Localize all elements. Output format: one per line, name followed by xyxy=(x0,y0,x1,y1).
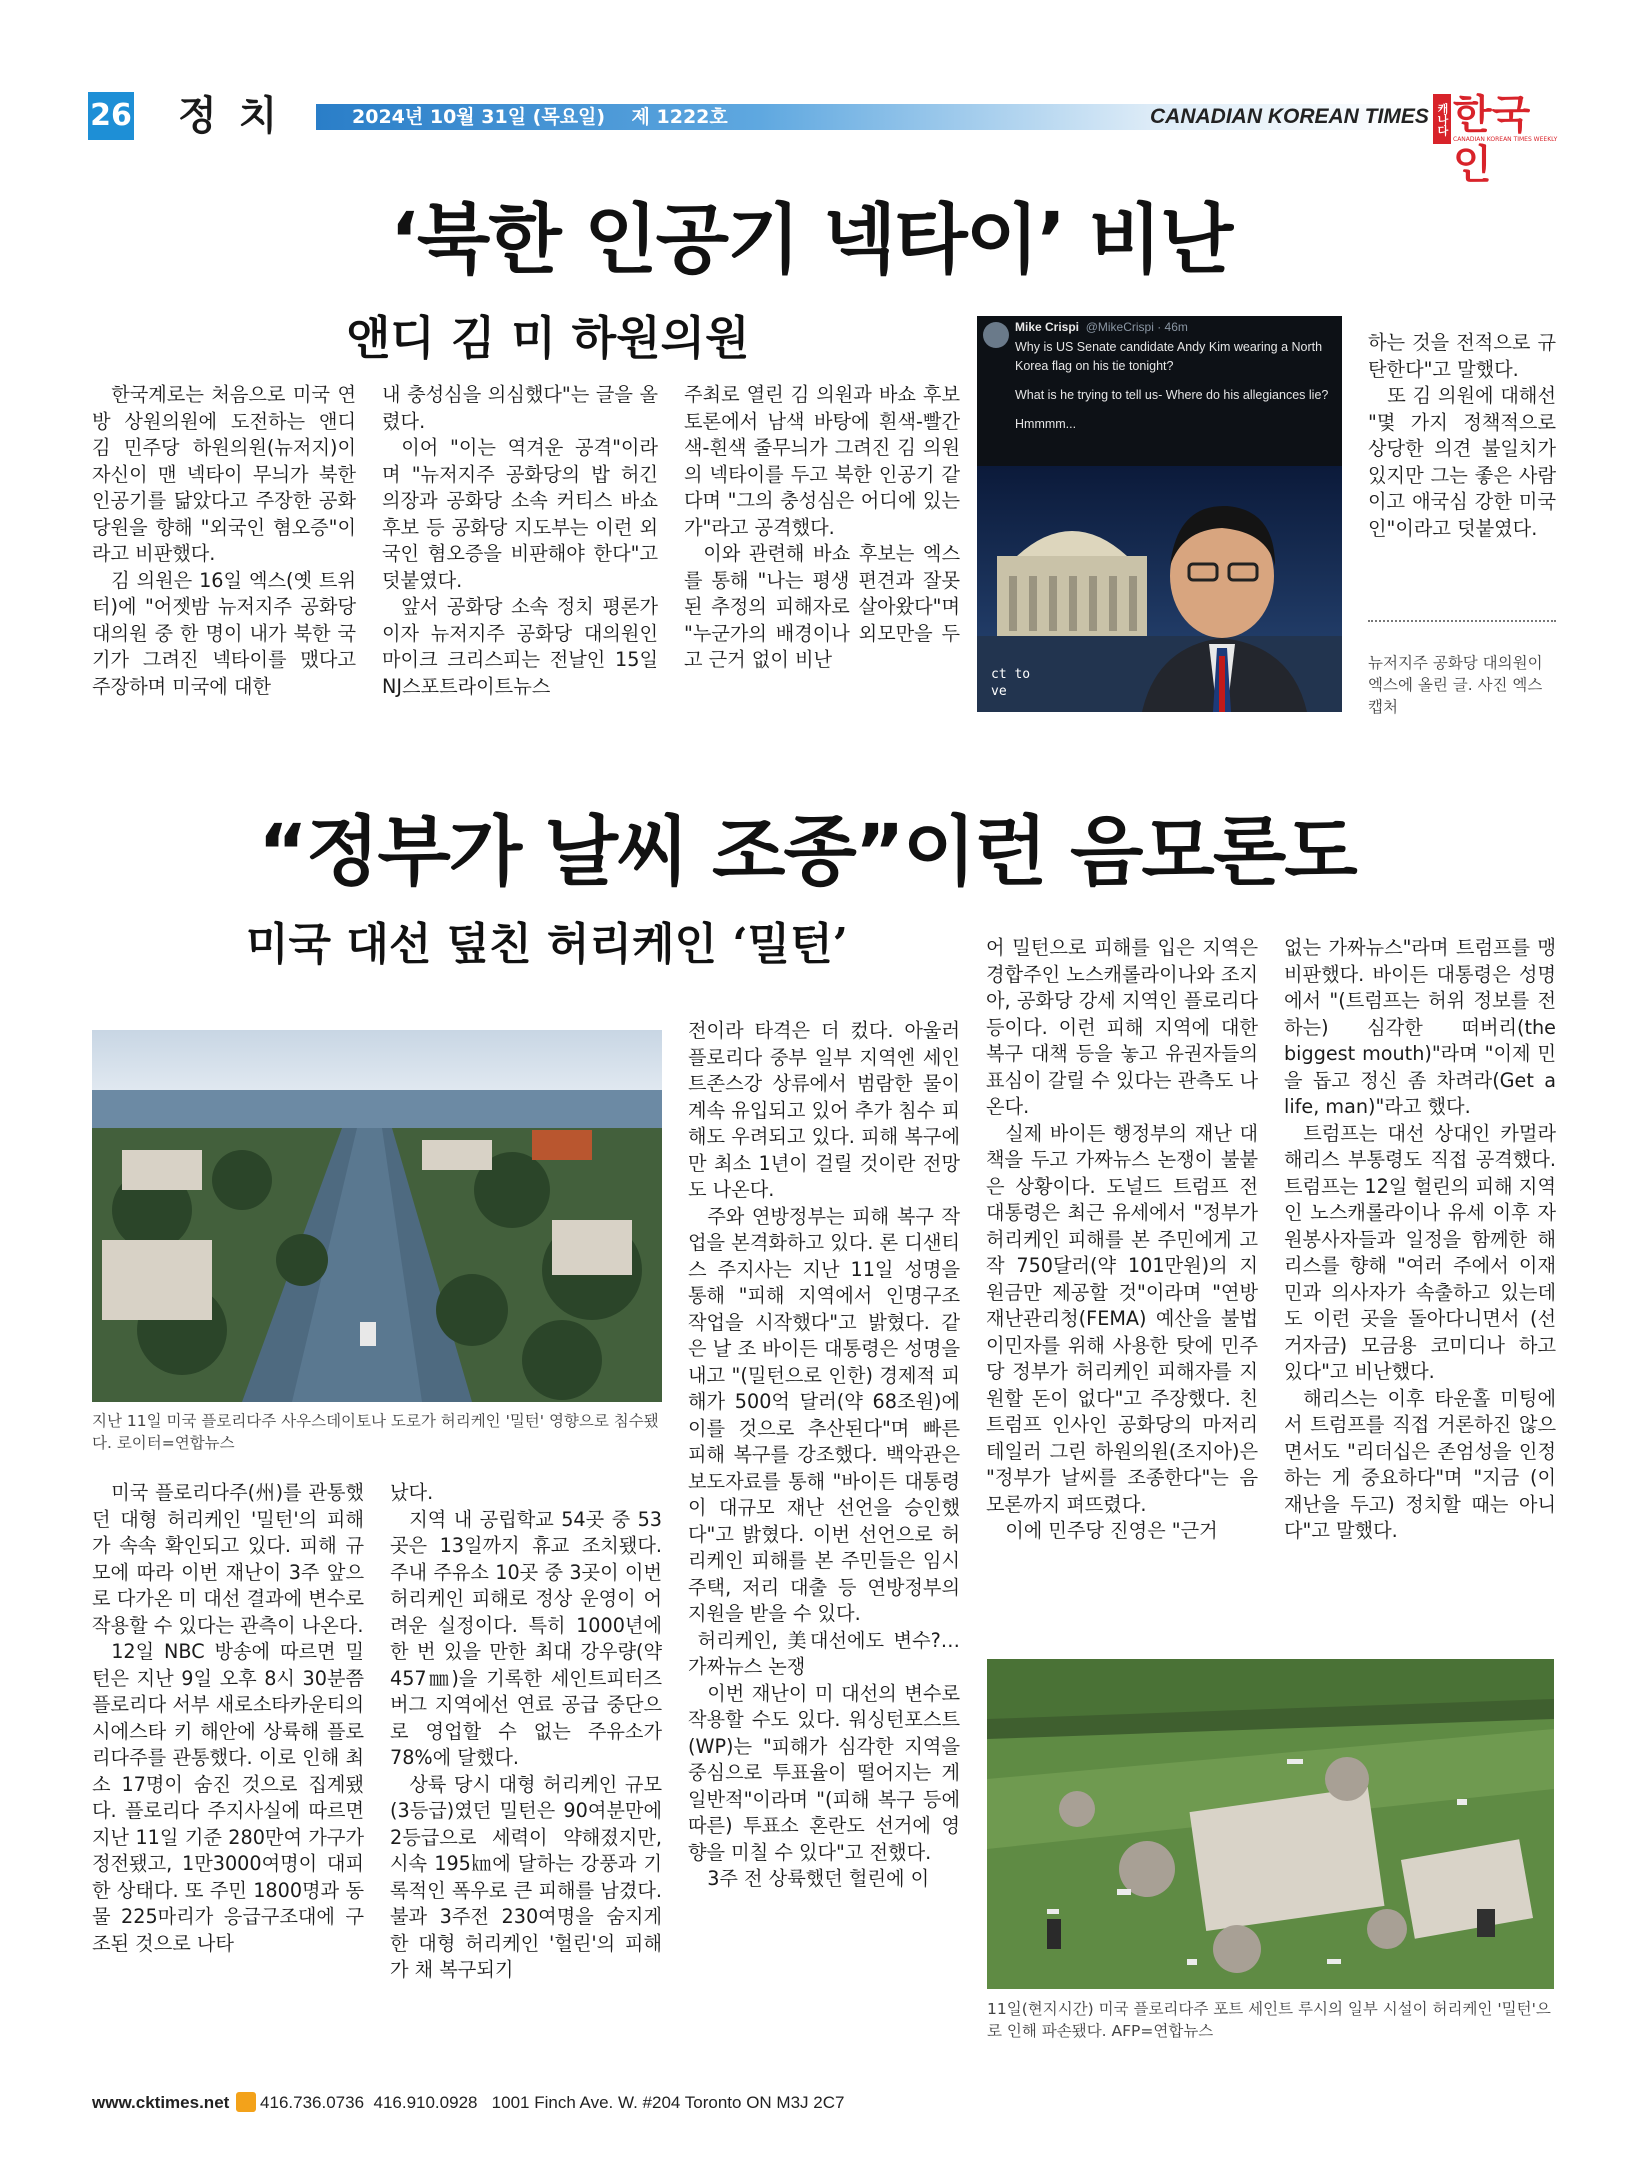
article2-col1 xyxy=(92,1480,364,2025)
paragraph: 이에 민주당 진영은 "근거 xyxy=(1005,1519,1218,1542)
paragraph: 하는 것을 전적으로 규탄한다"고 말했다. xyxy=(1368,331,1556,381)
news-video-image xyxy=(977,466,1342,712)
paper-logo xyxy=(1433,92,1558,188)
logo-subtext: CANADIAN KOREAN TIMES WEEKLY xyxy=(1453,136,1558,143)
paragraph: 지역 내 공립학교 54곳 중 53곳은 13일까지 휴교 조치됐다. 주내 주유소 10곳 중 3곳이 이번 허리케인 피해로 정상 운영이 어려운 실정이다. 특히 1000년에 한 번 있을 만한 최대 강우량(약 457㎜)을 기록한 세인트피터즈버그 지역에선 연료 공급 중단으로 영업할 수 없는 주유소가 78%에 달했다. xyxy=(390,1507,662,1769)
article1-col3 xyxy=(684,382,960,742)
paragraph: 3주 전 상륙했던 헐린에 이 xyxy=(707,1867,930,1890)
section-title: 정치 xyxy=(178,93,300,139)
logo-side-text: 캐나다 xyxy=(1433,94,1451,144)
article2-col5 xyxy=(1284,935,1556,1605)
flooded-road-photo xyxy=(92,1030,662,1402)
photo1-caption: 지난 11일 미국 플로리다주 사우스데이토나 도로가 허리케인 '밀턴' 영향으로 침수됐다. 로이터=연합뉴스 xyxy=(92,1412,659,1452)
paragraph: 전이라 타격은 더 컸다. 아울러 플로리다 중부 일부 지역엔 세인트존스강 상류에서 범람한 물이 계속 유입되고 있어 추가 침수 피해도 우려되고 있다. 피해 복구에만 최소 1년이 걸릴 것이란 전망도 나온다. xyxy=(688,1019,960,1201)
paragraph: 상륙 당시 대형 허리케인 규모(3등급)였던 밀턴은 90여분만에 2등급으로 세력이 약해졌지만, 시속 195㎞에 달하는 강풍과 기록적인 폭우로 큰 피해를 남겼다. 불과 3주전 230여명을 숨지게 한 대형 허리케인 '헐린'의 피해가 채 복구되기 xyxy=(390,1772,662,1981)
tweet-screenshot xyxy=(977,316,1342,712)
paragraph: 앞서 공화당 소속 정치 평론가이자 뉴저지주 공화당 대의원인 마이크 크리스피는 전날인 15일 NJ스포트라이트뉴스 xyxy=(382,595,658,698)
paragraph: 이번 재난이 미 대선의 변수로 작용할 수도 있다. 워싱턴포스트(WP)는 "피해가 심각한 지역을 중심으로 투표율이 떨어지는 게 일반적"이라며 "(피해 복구 등에 따른) 투표소 혼란도 선거에 영향을 미칠 수 있다"고 전했다. xyxy=(688,1681,960,1864)
article2-subhead: 미국 대선 덮친 허리케인 ‘밀턴’ xyxy=(246,919,848,970)
logo-text: 한국인 xyxy=(1453,92,1531,188)
tweet-text: Why is US Senate candidate Andy Kim wearing a North Korea flag on his tie tonight? What is he trying to tell us- Where do his allegiances lie? Hmmmm... xyxy=(1015,340,1329,431)
website-link[interactable]: www.cktimes.net xyxy=(92,2093,230,2112)
paragraph: 이와 관련해 바쇼 후보는 엑스를 통해 "나는 평생 편견과 잘못된 추정의 피해자로 살아왔다"며 "누군가의 배경이나 외모만을 두고 근거 없이 비난 xyxy=(684,542,960,671)
paragraph: 났다. xyxy=(390,1481,434,1504)
footer xyxy=(92,2090,844,2116)
paragraph: 한국계로는 처음으로 미국 연방 상원의원에 도전하는 앤디 김 민주당 하원의원(뉴저지)이 자신이 맨 넥타이 무늬가 북한 인공기를 닮았다고 주장한 공화당원을 향해 "외국인 혐오증"이라고 비판했다. xyxy=(92,383,356,565)
phone-icon xyxy=(236,2092,256,2112)
article1-col4 xyxy=(1368,330,1556,598)
paragraph: 주최로 열린 김 의원과 바쇼 후보 토론에서 남색 바탕에 흰색-빨간색-흰색 줄무늬가 그려진 김 의원의 넥타이를 두고 북한 인공기 같다며 "그의 충성심은 어디에 있는가"라고 공격했다. xyxy=(684,383,960,539)
article1-col2 xyxy=(382,382,658,742)
paper-name-english: CANADIAN KOREAN TIMES xyxy=(1150,105,1429,128)
caption-divider xyxy=(1368,620,1556,622)
article1-subhead: 앤디 김 미 하원의원 xyxy=(346,311,750,365)
photo2-caption: 11일(현지시간) 미국 플로리다주 포트 세인트 루시의 일부 시설이 허리케인 '밀턴'으로 인해 파손됐다. AFP=연합뉴스 xyxy=(987,2000,1551,2040)
address: 1001 Finch Ave. W. #204 Toronto ON M3J 2C7 xyxy=(491,2093,845,2112)
page-number: 26 xyxy=(88,92,134,140)
paragraph: 내 충성심을 의심했다"는 글을 올렸다. xyxy=(382,383,658,433)
article2-col3 xyxy=(688,1018,960,2025)
paragraph: 또 김 의원에 대해선 "몇 가지 정책적으로 상당한 의견 불일치가 있지만 그는 좋은 사람이고 애국심 강한 미국인"이라고 덧붙였다. xyxy=(1368,384,1556,540)
tweet-author: Mike Crispi @MikeCrispi · 46m xyxy=(1015,320,1188,334)
paragraph: 미국 플로리다주(州)를 관통했던 대형 허리케인 '밀턴'의 피해가 속속 확인되고 있다. 피해 규모에 따라 이번 재난이 3주 앞으로 다가온 미 대선 결과에 변수로 작용할 수 있다는 관측이 나온다. xyxy=(92,1481,364,1637)
paragraph: 김 의원은 16일 엑스(옛 트위터)에 "어젯밤 뉴저지주 공화당 대의원 중 한 명이 내가 북한 국기가 그려진 넥타이를 맸다고 주장하며 미국에 대한 xyxy=(92,568,356,698)
paragraph: 없는 가짜뉴스"라며 트럼프를 맹비판했다. 바이든 대통령은 성명에서 "(트럼프는 허위 정보를 전하는) 심각한 떠버리(the biggest mouth)"라며 "이제 민을 돕고 정신 좀 차려라(Get a life, man)"라고 했다. xyxy=(1284,936,1556,1118)
article2-col4 xyxy=(986,935,1258,1605)
paragraph: 해리스는 이후 타운홀 미팅에서 트럼프를 직접 거론하진 않으면서도 "리더십은 존엄성을 인정하는 게 중요하다"며 "지금 (이 재난을 두고) 정치할 때는 아니다"고 말했다. xyxy=(1284,1386,1556,1542)
paragraph: 주와 연방정부는 피해 복구 작업을 본격화하고 있다. 론 디샌티스 주지사는 지난 11일 성명을 통해 "피해 지역에서 인명구조 작업을 시작했다"고 밝혔다. 같은 날 조 바이든 대통령은 성명을 내고 "(밀턴으로 인한) 경제적 피해가 500억 달러(약 68조원)에 이를 것으로 추산된다"며 빠른 피해 복구를 강조했다. 백악관은 보도자료를 통해 "바이든 대통령이 대규모 재난 선언을 승인했다"고 밝혔다. 이번 선언으로 허리케인 피해를 본 주민들은 임시 주택, 저리 대출 등 연방정부의 지원을 받을 수 있다. xyxy=(688,1204,960,1625)
paragraph: 실제 바이든 행정부의 재난 대책을 두고 가짜뉴스 논쟁이 불붙은 상황이다. 도널드 트럼프 전 대통령은 최근 유세에서 "정부가 허리케인 피해를 본 주민에게 고작 750달러(약 101만원)의 지원금만 제공할 것"이라며 "연방재난관리청(FEMA) 예산을 불법 이민자를 위해 사용한 탓에 민주당 정부가 허리케인 피해자를 지원할 돈이 없다"고 주장했다. 친트럼프 인사인 공화당의 마저리 테일러 그린 하원의원(조지아)은 "정부가 날씨를 조종한다"는 음모론까지 펴뜨렸다. xyxy=(986,1121,1258,1516)
article1-photo-caption: 뉴저지주 공화당 대의원이 엑스에 올린 글. 사진 엑스 캡처 xyxy=(1368,654,1543,716)
issue-date: 2024년 10월 31일 (목요일) 제 1222호 xyxy=(352,106,728,128)
paragraph: 이어 "이는 역겨운 공격"이라며 "뉴저지주 공화당의 밥 허긴 의장과 공화당 소속 커티스 바쇼 후보 등 공화당 지도부는 이런 외국인 혐오증을 비판해야 한다"고 덧붙였다. xyxy=(382,436,658,592)
video-overlay-text: ct to ve xyxy=(991,667,1031,699)
section-subhead: 허리케인, 美대선에도 변수?…가짜뉴스 논쟁 xyxy=(688,1628,960,1678)
article1-headline: ‘북한 인공기 넥타이’ 비난 xyxy=(390,195,1232,284)
article2-col2 xyxy=(390,1480,662,2025)
article1-col1 xyxy=(92,382,356,742)
paragraph: 트럼프는 대선 상대인 카멀라 해리스 부통령도 직접 공격했다. 트럼프는 12일 헐린의 피해 지역인 노스캐롤라이나 유세 이후 자원봉사자들과 일정을 함께한 해리스를 향해 "여러 주에서 이재민과 의사자가 속출하고 있는데도 이런 곳을 돌아다니면서 (선거자금) 모금용 코미디나 하고 있다"고 비난했다. xyxy=(1284,1121,1556,1383)
paragraph: 어 밀턴으로 피해를 입은 지역은 경합주인 노스캐롤라이나와 조지아, 공화당 강세 지역인 플로리다 등이다. 이런 피해 지역에 대한 복구 대책 등을 놓고 유권자들의 표심이 갈릴 수 있다는 관측도 나온다. xyxy=(986,936,1258,1118)
phone-numbers: 416.736.0736 416.910.0928 xyxy=(260,2093,478,2112)
hurricane-damage-photo xyxy=(987,1659,1554,1989)
paragraph: 12일 NBC 방송에 따르면 밀턴은 지난 9일 오후 8시 30분쯤 플로리다 서부 새로소타카운티의 시에스타 키 해안에 상륙해 플로리다주를 관통했다. 이로 인해 최소 17명이 숨진 것으로 집계됐다. 플로리다 주지사실에 따르면 지난 11일 기준 280만여 가구가 정전됐고, 1만3000여명이 대피한 상태다. 또 주민 1800명과 동물 225마리가 응급구조대에 구조된 것으로 나타 xyxy=(92,1640,364,1955)
article2-headline: “정부가 날씨 조종”이런 음모론도 xyxy=(258,807,1356,896)
tweet-video-frame xyxy=(977,466,1342,712)
avatar xyxy=(983,322,1009,348)
